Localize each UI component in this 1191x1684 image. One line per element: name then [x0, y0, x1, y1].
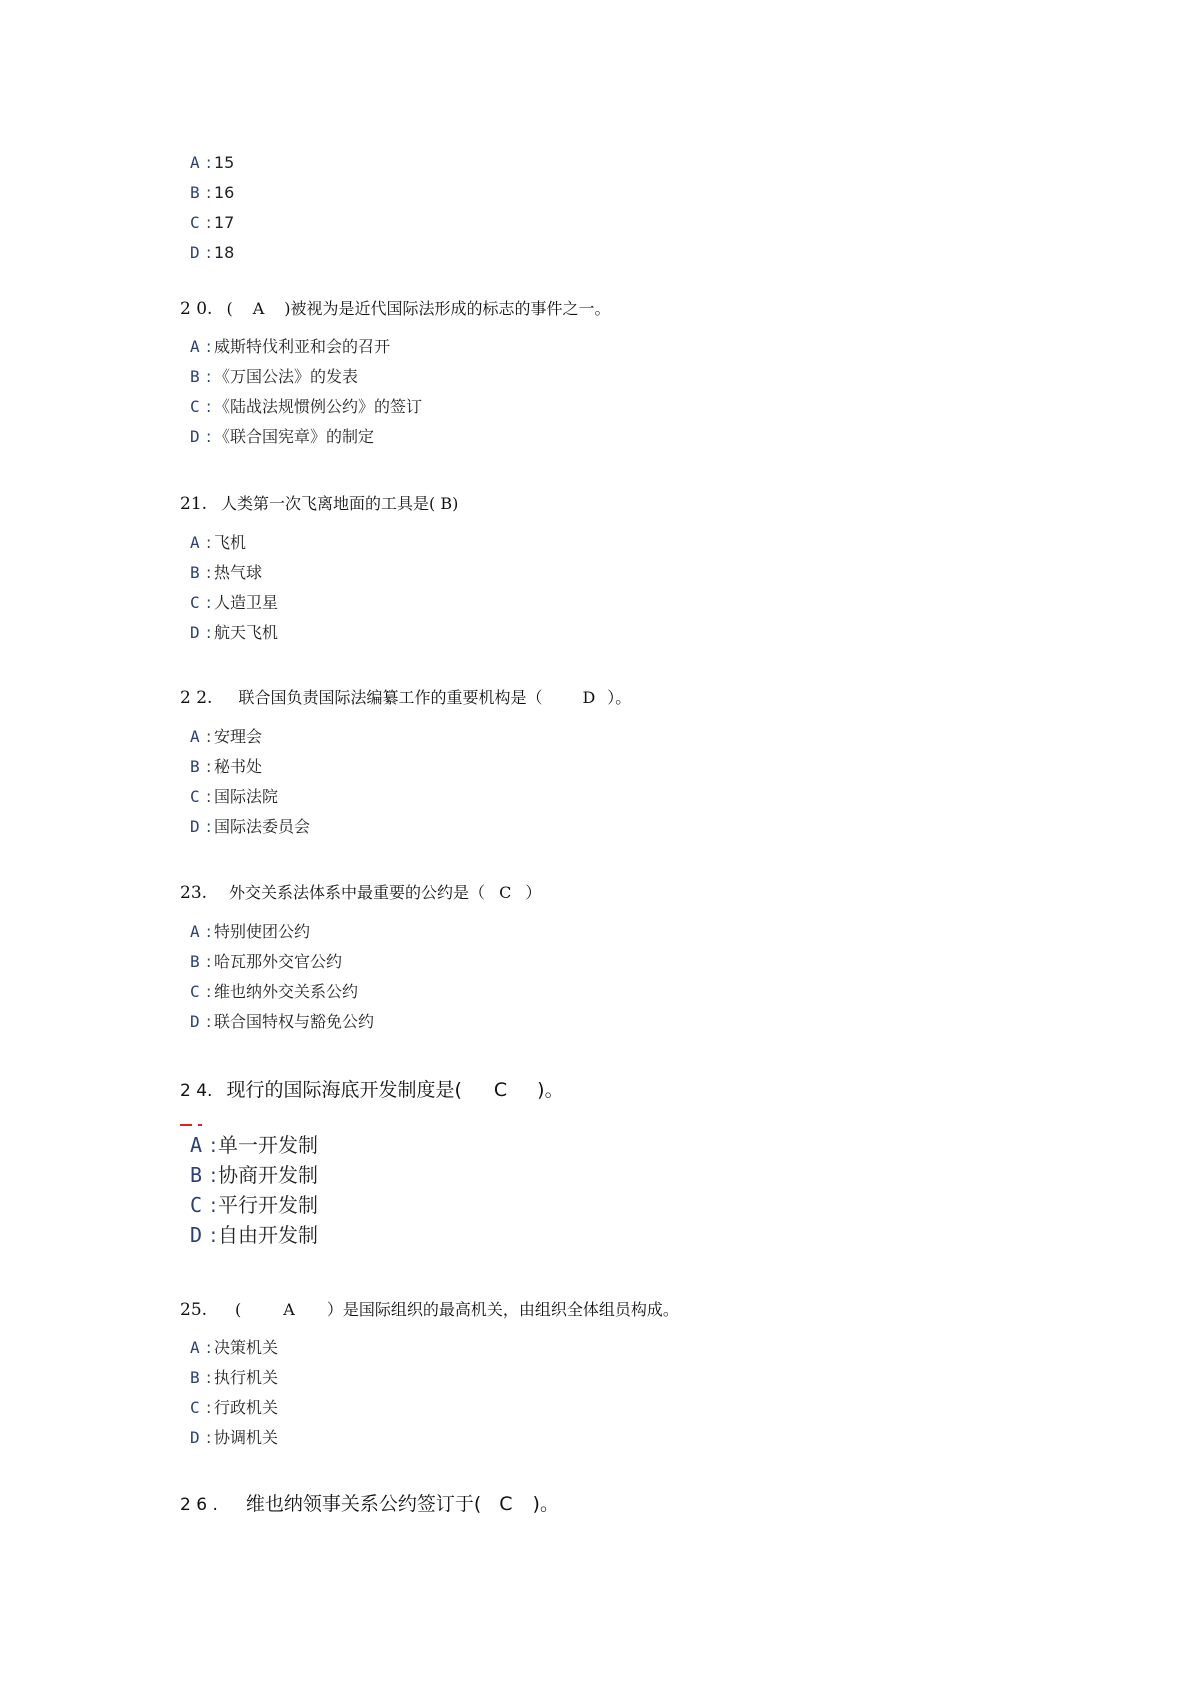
q23-stem: 23. 外交关系法体系中最重要的公约是（ C ） [180, 883, 542, 903]
q22-stem: 2 2. 联合国负责国际法编纂工作的重要机构是（ D ）。 [180, 688, 632, 708]
q21-option-c: C : 人造卫星 [190, 593, 279, 612]
q20-option-d: D : 《联合国宪章》的制定 [190, 427, 375, 446]
q20-option-c: C : 《陆战法规惯例公约》的签订 [190, 397, 423, 416]
q23-option-a: A : 特别使团公约 [190, 922, 311, 941]
q24-options [190, 1130, 318, 1250]
q20-option-b: B : 《万国公法》的发表 [190, 367, 359, 386]
q25-answer: A [283, 1300, 295, 1319]
q22-option-b: B : 秘书处 [190, 757, 263, 776]
q22-option-c: C : 国际法院 [190, 787, 279, 806]
red-mark [180, 1124, 192, 1126]
q21-options [190, 528, 278, 648]
q21-stem: 21. 人类第一次飞离地面的工具是( B) [180, 494, 459, 514]
q25-option-c: C : 行政机关 [190, 1398, 279, 1417]
q20-option-a: A : 威斯特伐利亚和会的召开 [190, 337, 391, 356]
q23-option-b: B : 哈瓦那外交官公约 [190, 952, 343, 971]
q24-option-d: D :自由开发制 [190, 1223, 318, 1247]
q21-option-b: B : 热气球 [190, 563, 263, 582]
q20-answer: A [252, 299, 265, 318]
q22-options [190, 722, 310, 842]
q26-stem: 2 6 . 维也纳领事关系公约签订于( C )。 [180, 1493, 559, 1515]
q23-answer: C [499, 883, 512, 902]
q20-options [190, 332, 422, 452]
q19-options [190, 148, 234, 268]
q19-option-a: A : 15 [190, 153, 235, 172]
q19-option-c: C : 17 [190, 213, 235, 232]
q25-option-a: A : 决策机关 [190, 1338, 279, 1357]
q25-options [190, 1333, 278, 1453]
q22-option-d: D : 国际法委员会 [190, 817, 311, 836]
q19-option-d: D : 18 [190, 243, 235, 262]
q25-option-d: D : 协调机关 [190, 1428, 279, 1447]
q21-option-a: A : 飞机 [190, 533, 247, 552]
q23-option-c: C : 维也纳外交关系公约 [190, 982, 359, 1001]
q22-answer: D [582, 688, 596, 707]
q24-answer: C [493, 1079, 508, 1101]
q25-option-b: B : 执行机关 [190, 1368, 279, 1387]
q26-answer: C [499, 1493, 513, 1515]
q22-option-a: A : 安理会 [190, 727, 263, 746]
q23-option-d: D : 联合国特权与豁免公约 [190, 1012, 375, 1031]
q24-option-c: C :平行开发制 [190, 1193, 318, 1217]
q21-option-d: D : 航天飞机 [190, 623, 279, 642]
q24-stem: 2 4. 现行的国际海底开发制度是( C )。 [180, 1079, 564, 1101]
q19-option-b: B : 16 [190, 183, 235, 202]
q24-option-b: B :协商开发制 [190, 1163, 318, 1187]
q24-option-a: A :单一开发制 [190, 1133, 318, 1157]
red-mark-dot [198, 1124, 202, 1126]
q20-stem: 2 0. ( A )被视为是近代国际法形成的标志的事件之一。 [180, 299, 611, 319]
q23-options [190, 917, 374, 1037]
q25-stem: 25. ( A ）是国际组织的最高机关，由组织全体组员构成。 [180, 1300, 679, 1320]
